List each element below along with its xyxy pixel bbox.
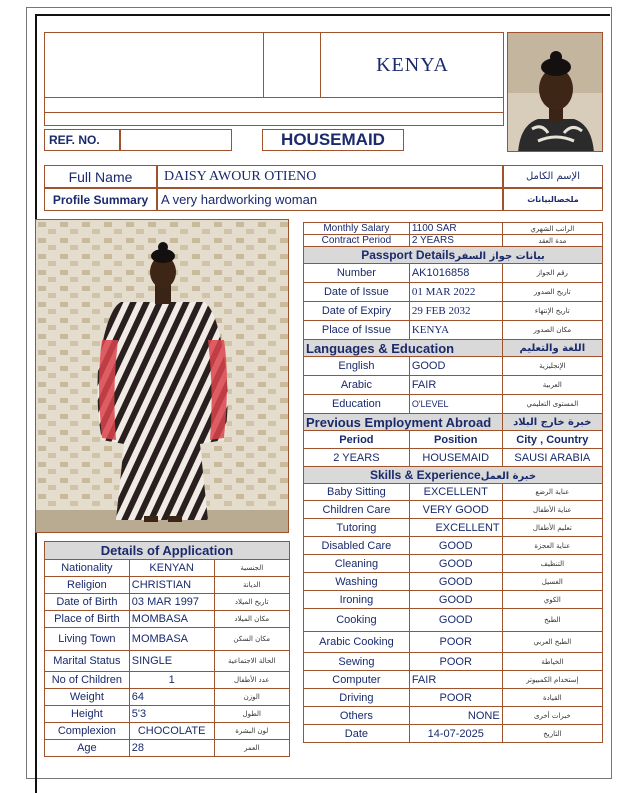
- table-row: [45, 706, 290, 723]
- table-row: [45, 611, 290, 628]
- table-row: [304, 519, 603, 537]
- application-value: 03 MAR 1997: [129, 594, 214, 611]
- language-ar: الإنجليزية: [502, 357, 602, 376]
- application-label: Religion: [45, 577, 130, 594]
- application-label: Marital Status: [45, 651, 130, 672]
- skill-value: GOOD: [409, 591, 502, 609]
- employment-location: SAUSI ARABIA: [502, 449, 602, 467]
- full-body-image: [36, 220, 289, 533]
- table-row: [304, 689, 603, 707]
- application-label: Height: [45, 706, 130, 723]
- application-value: 64: [129, 689, 214, 706]
- table-row: [45, 651, 290, 672]
- contract-value: 2 YEARS: [409, 235, 502, 247]
- skill-label: Driving: [304, 689, 410, 707]
- passport-value: 01 MAR 2022: [409, 283, 502, 302]
- application-ar: الطول: [214, 706, 290, 723]
- skill-value: GOOD: [409, 537, 502, 555]
- application-label: Place of Birth: [45, 611, 130, 628]
- table-row: [304, 264, 603, 283]
- application-table: [44, 541, 290, 757]
- skill-value: VERY GOOD: [409, 501, 502, 519]
- table-row: [45, 560, 290, 577]
- application-value: 5'3: [129, 706, 214, 723]
- language-value: O'LEVEL: [409, 395, 502, 414]
- table-row: [304, 537, 603, 555]
- section-header: [304, 247, 603, 264]
- table-row: [304, 302, 603, 321]
- employment-col-period: Period: [304, 431, 410, 449]
- application-label: Weight: [45, 689, 130, 706]
- table-row: [304, 707, 603, 725]
- section-header: [304, 414, 603, 431]
- contract-label: Monthly Salary: [304, 223, 410, 235]
- application-value: 28: [129, 740, 214, 757]
- skill-ar: الطبخ: [502, 609, 602, 632]
- application-label: No of Children: [45, 672, 130, 689]
- header-photo: [507, 32, 603, 152]
- table-row: [304, 609, 603, 632]
- skill-value: POOR: [409, 632, 502, 653]
- skill-label: Arabic Cooking: [304, 632, 410, 653]
- language-ar: العربية: [502, 376, 602, 395]
- application-value: KENYAN: [129, 560, 214, 577]
- application-label: Living Town: [45, 628, 130, 651]
- table-row: [304, 395, 603, 414]
- employment-col-location: City , Country: [502, 431, 602, 449]
- skill-ar: خبرات أخرى: [502, 707, 602, 725]
- language-value: GOOD: [409, 357, 502, 376]
- table-row: [304, 235, 603, 247]
- skill-label: Ironing: [304, 591, 410, 609]
- ref-label: REF. NO.: [44, 129, 120, 151]
- skill-value: GOOD: [409, 555, 502, 573]
- table-row: [304, 321, 603, 340]
- skill-value: EXCELLENT: [409, 484, 502, 501]
- table-row: [304, 591, 603, 609]
- full-name-label: Full Name: [44, 165, 157, 188]
- language-label: Education: [304, 395, 410, 414]
- table-row: [304, 725, 603, 743]
- skill-ar: التاريخ: [502, 725, 602, 743]
- skill-value: FAIR: [409, 671, 502, 689]
- languages-title-ar: اللغة والتعليم: [502, 340, 602, 357]
- employment-title-ar: خبرة خارج البلاد: [502, 414, 602, 431]
- passport-label: Number: [304, 264, 410, 283]
- skill-ar: الكوي: [502, 591, 602, 609]
- application-value: 1: [129, 672, 214, 689]
- passport-value: KENYA: [409, 321, 502, 340]
- passport-title: Passport Details: [361, 248, 456, 262]
- application-value: MOMBASA: [129, 611, 214, 628]
- table-row: [45, 689, 290, 706]
- skill-ar: عناية العجزة: [502, 537, 602, 555]
- table-row: [304, 501, 603, 519]
- table-row: [304, 555, 603, 573]
- skill-ar: الغسيل: [502, 573, 602, 591]
- summary-label: Profile Summary: [44, 188, 157, 211]
- header-divider: [263, 32, 264, 97]
- skill-ar: عناية الرضع: [502, 484, 602, 501]
- employment-period: 2 YEARS: [304, 449, 410, 467]
- application-ar: مكان السكن: [214, 628, 290, 651]
- language-label: English: [304, 357, 410, 376]
- passport-label: Date of Issue: [304, 283, 410, 302]
- table-row: [304, 376, 603, 395]
- passport-value: AK1016858: [409, 264, 502, 283]
- table-row: [304, 671, 603, 689]
- contract-value: 1100 SAR: [409, 223, 502, 235]
- contract-label: Contract Period: [304, 235, 410, 247]
- table-row: [45, 672, 290, 689]
- skill-value: POOR: [409, 653, 502, 671]
- table-row: [304, 484, 603, 501]
- table-row: [304, 449, 603, 467]
- country-title: KENYA: [376, 53, 449, 76]
- application-value: MOMBASA: [129, 628, 214, 651]
- details-table: [303, 222, 603, 743]
- skill-ar: تعليم الأطفال: [502, 519, 602, 537]
- skill-label: Tutoring: [304, 519, 410, 537]
- application-value: CHOCOLATE: [129, 723, 214, 740]
- skill-value: NONE: [409, 707, 502, 725]
- skill-ar: إستخدام الكمبيوتر: [502, 671, 602, 689]
- table-row: [304, 653, 603, 671]
- skill-ar: القيادة: [502, 689, 602, 707]
- skill-label: Disabled Care: [304, 537, 410, 555]
- application-ar: الحالة الاجتماعية: [214, 651, 290, 672]
- skill-value: EXCELLENT: [409, 519, 502, 537]
- full-body-photo: [35, 219, 289, 533]
- skill-label: Date: [304, 725, 410, 743]
- skill-label: Baby Sitting: [304, 484, 410, 501]
- application-ar: مكان الميلاد: [214, 611, 290, 628]
- section-header: [304, 340, 603, 357]
- skill-ar: عناية الأطفال: [502, 501, 602, 519]
- application-ar: الجنسية: [214, 560, 290, 577]
- summary-value: A very hardworking woman: [157, 188, 503, 211]
- passport-ar: تاريخ الصدور: [502, 283, 602, 302]
- table-row: [45, 723, 290, 740]
- skill-value: GOOD: [409, 573, 502, 591]
- application-value: SINGLE: [129, 651, 214, 672]
- languages-title: Languages & Education: [304, 340, 503, 357]
- language-label: Arabic: [304, 376, 410, 395]
- application-label: Nationality: [45, 560, 130, 577]
- skill-label: Cooking: [304, 609, 410, 632]
- application-label: Date of Birth: [45, 594, 130, 611]
- employment-title: Previous Employment Abroad: [304, 414, 503, 431]
- application-label: Age: [45, 740, 130, 757]
- skill-label: Computer: [304, 671, 410, 689]
- position-title: HOUSEMAID: [262, 129, 404, 151]
- employment-col-position: Position: [409, 431, 502, 449]
- skill-label: Children Care: [304, 501, 410, 519]
- contract-ar: الراتب الشهري: [502, 223, 602, 235]
- passport-value: 29 FEB 2032: [409, 302, 502, 321]
- skill-value: 14-07-2025: [409, 725, 502, 743]
- table-row: [304, 283, 603, 302]
- skill-ar: الخياطة: [502, 653, 602, 671]
- skill-ar: التنظيف: [502, 555, 602, 573]
- application-title: Details of Application: [45, 542, 290, 560]
- language-value: FAIR: [409, 376, 502, 395]
- skills-title: Skills & Experience: [369, 468, 481, 482]
- page-edge-horizontal: [35, 14, 610, 16]
- table-row: [45, 740, 290, 757]
- full-name-value: DAISY AWOUR OTIENO: [157, 165, 503, 188]
- language-ar: المستوى التعليمي: [502, 395, 602, 414]
- table-row: [45, 577, 290, 594]
- application-value: CHRISTIAN: [129, 577, 214, 594]
- skill-value: GOOD: [409, 609, 502, 632]
- table-row: [45, 628, 290, 651]
- application-ar: الديانة: [214, 577, 290, 594]
- summary-ar: ملخصالبيانات: [503, 188, 603, 211]
- contract-ar: مدة العقد: [502, 235, 602, 247]
- application-ar: الوزن: [214, 689, 290, 706]
- table-row: [304, 223, 603, 235]
- passport-ar: تاريخ الإنتهاء: [502, 302, 602, 321]
- ref-value: [120, 129, 232, 151]
- table-row: [304, 357, 603, 376]
- application-ar: تاريخ الميلاد: [214, 594, 290, 611]
- passport-label: Date of Expiry: [304, 302, 410, 321]
- application-ar: العمر: [214, 740, 290, 757]
- skill-value: POOR: [409, 689, 502, 707]
- skill-label: Sewing: [304, 653, 410, 671]
- skills-title-ar: خبرة العمل: [480, 471, 537, 482]
- table-row: [304, 632, 603, 653]
- application-label: Complexion: [45, 723, 130, 740]
- section-header: [304, 467, 603, 484]
- employment-position: HOUSEMAID: [409, 449, 502, 467]
- application-ar: عدد الأطفال: [214, 672, 290, 689]
- skill-ar: الطبخ العربي: [502, 632, 602, 653]
- headshot-image: [508, 33, 603, 152]
- table-row: [304, 431, 603, 449]
- skill-label: Washing: [304, 573, 410, 591]
- table-row: [304, 573, 603, 591]
- header-divider: [44, 97, 504, 98]
- skill-label: Cleaning: [304, 555, 410, 573]
- passport-ar: رقم الجواز: [502, 264, 602, 283]
- application-ar: لون البشرة: [214, 723, 290, 740]
- full-name-ar: الإسم الكامل: [503, 165, 603, 188]
- header-divider: [44, 112, 504, 113]
- passport-ar: مكان الصدور: [502, 321, 602, 340]
- table-row: [45, 594, 290, 611]
- skill-label: Others: [304, 707, 410, 725]
- passport-label: Place of Issue: [304, 321, 410, 340]
- passport-title-ar: بيانات جواز السفر: [455, 251, 545, 262]
